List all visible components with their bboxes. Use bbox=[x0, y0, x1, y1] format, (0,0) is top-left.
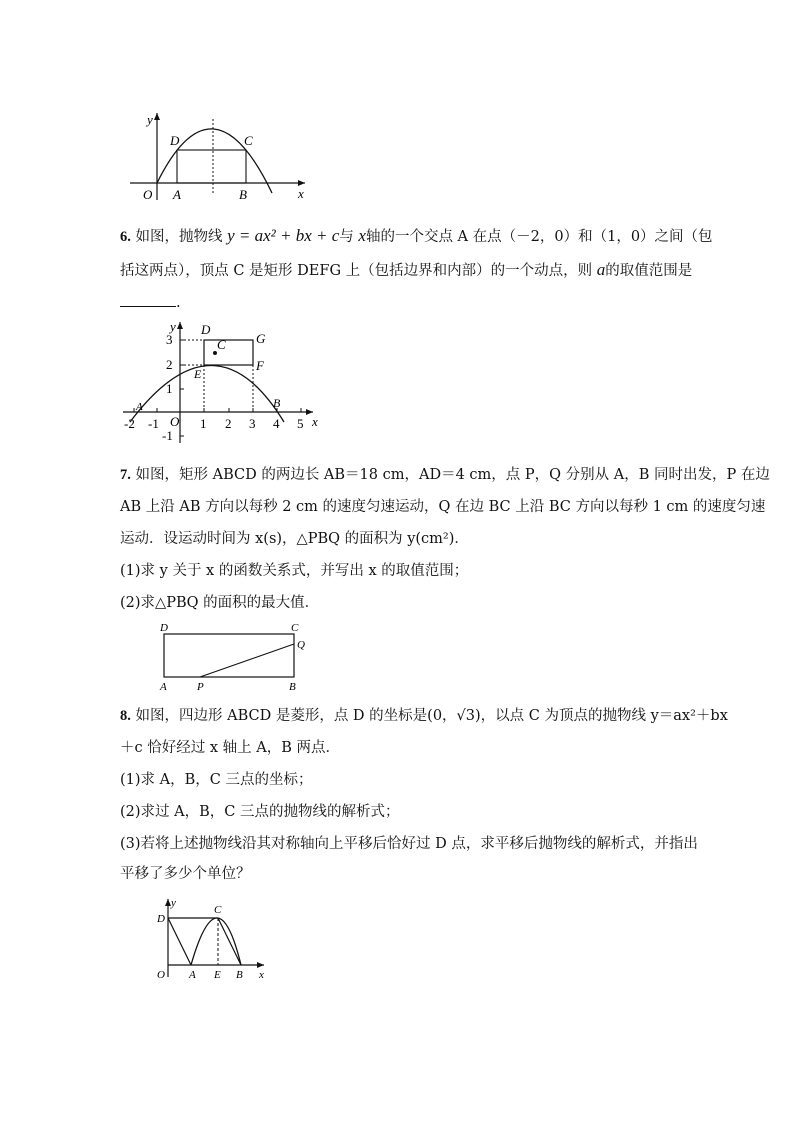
q6-label-G: G bbox=[256, 331, 266, 346]
q6-xtick-neg1: -1 bbox=[148, 416, 159, 431]
q6-xtick-1: 1 bbox=[200, 416, 207, 431]
q8-label-A: A bbox=[189, 969, 196, 981]
q8-part3-line1: (3)若将上述抛物线沿其对称轴向上平移后恰好过 D 点，求平移后抛物线的解析式，并指出 bbox=[120, 836, 698, 852]
q6-xtick-4: 4 bbox=[273, 416, 280, 431]
q6-label-A: A bbox=[136, 401, 143, 413]
q8-label-O: O bbox=[157, 969, 165, 981]
q7-line3: 运动．设运动时间为 x(s)，△PBQ 的面积为 y(cm²)． bbox=[120, 531, 469, 547]
q6-formula: y = ax² + bx + c bbox=[227, 226, 340, 245]
q6-ytick-3: 3 bbox=[166, 332, 173, 347]
q6-number: 6. bbox=[120, 229, 131, 245]
q8-axis-y: y bbox=[171, 897, 176, 909]
q8-line1 bbox=[120, 706, 728, 726]
answer-blank bbox=[120, 292, 176, 307]
q6-line2 bbox=[120, 260, 692, 281]
axis-label-y: y bbox=[147, 112, 153, 127]
q7-label-P: P bbox=[197, 681, 204, 693]
q7-number: 7. bbox=[120, 467, 131, 483]
q7-label-D: D bbox=[160, 622, 168, 634]
q7-label-A: A bbox=[160, 681, 167, 693]
figure-q7 bbox=[155, 620, 315, 695]
q7-line2: AB 上沿 AB 方向以每秒 2 cm 的速度匀速运动，Q 在边 BC 上沿 BC 方向以每秒 1 cm 的速度匀速 bbox=[120, 499, 766, 515]
q6-axis-x: x bbox=[312, 414, 318, 429]
figure-q6 bbox=[118, 318, 328, 448]
q6-line2-text: 括这两点），顶点 C 是矩形 DEFG 上（包括边界和内部）的一个动点，则 bbox=[120, 263, 593, 279]
q6-xtick-5: 5 bbox=[297, 416, 304, 431]
q8-axis-x: x bbox=[259, 969, 264, 981]
q8-line1-text: 如图，四边形 ABCD 是菱形，点 D 的坐标是(0，√3)，以点 C 为顶点的抛物线 y＝ax²＋bx bbox=[135, 708, 728, 724]
figure-q8 bbox=[148, 893, 278, 983]
q6-ytick-2: 2 bbox=[166, 357, 173, 372]
q6-ytick-neg1: -1 bbox=[162, 428, 173, 443]
q7-label-B: B bbox=[289, 681, 296, 693]
label-B: B bbox=[239, 187, 247, 202]
q6-a-var: a bbox=[596, 260, 606, 279]
q6-label-C: C bbox=[217, 337, 226, 352]
q6-text-b: 与 bbox=[339, 229, 354, 245]
label-C: C bbox=[244, 133, 253, 148]
q7-label-Q: Q bbox=[297, 639, 305, 651]
q8-number: 8. bbox=[120, 708, 131, 724]
q7-part1: (1)求 y 关于 x 的函数关系式，并写出 x 的取值范围； bbox=[120, 563, 469, 579]
q7-label-C: C bbox=[291, 622, 299, 634]
q6-xtick-neg2: -2 bbox=[124, 416, 135, 431]
q7-line1-text: 如图，矩形 ABCD 的两边长 AB＝18 cm，AD＝4 cm，点 P，Q 分别从 A，B 同时出发，P 在边 bbox=[135, 467, 770, 483]
q6-label-O: O bbox=[170, 414, 180, 429]
label-A: A bbox=[173, 187, 181, 202]
q6-x-axis: x bbox=[358, 226, 366, 245]
q6-line3-end: . bbox=[176, 295, 181, 311]
q8-line2: ＋c 恰好经过 x 轴上 A，B 两点． bbox=[120, 740, 340, 756]
q6-label-D: D bbox=[201, 322, 211, 337]
q6-label-E: E bbox=[194, 367, 202, 381]
q6-xtick-3: 3 bbox=[249, 416, 256, 431]
q8-label-C: C bbox=[214, 904, 222, 916]
q6-axis-y: y bbox=[170, 319, 176, 334]
q8-label-E: E bbox=[214, 969, 221, 981]
q6-line3 bbox=[120, 292, 181, 313]
q7-line1 bbox=[120, 465, 770, 485]
q8-part2: (2)求过 A，B，C 三点的抛物线的解析式； bbox=[120, 804, 400, 820]
q6-xtick-2: 2 bbox=[225, 416, 232, 431]
q8-part3-line2: 平移了多少个单位？ bbox=[120, 866, 251, 882]
label-D: D bbox=[170, 133, 180, 148]
q6-text-c: 轴的一个交点 A 在点（－2，0）和（1，0）之间（包 bbox=[365, 229, 713, 245]
q6-text-a: 如图，抛物线 bbox=[135, 229, 223, 245]
q6-label-B: B bbox=[273, 396, 281, 410]
q6-label-F: F bbox=[256, 358, 264, 373]
q8-part1: (1)求 A，B，C 三点的坐标； bbox=[120, 772, 313, 788]
q6-line2-end: 的取值范围是 bbox=[605, 263, 693, 279]
label-O: O bbox=[143, 187, 153, 202]
q7-part2: (2)求△PBQ 的面积的最大值． bbox=[120, 595, 320, 611]
q6-ytick-1: 1 bbox=[166, 381, 173, 396]
figure-q5 bbox=[120, 105, 320, 205]
axis-label-x: x bbox=[298, 186, 304, 201]
q6-line1 bbox=[120, 226, 713, 247]
q8-label-B: B bbox=[236, 969, 243, 981]
q8-label-D: D bbox=[157, 913, 165, 925]
